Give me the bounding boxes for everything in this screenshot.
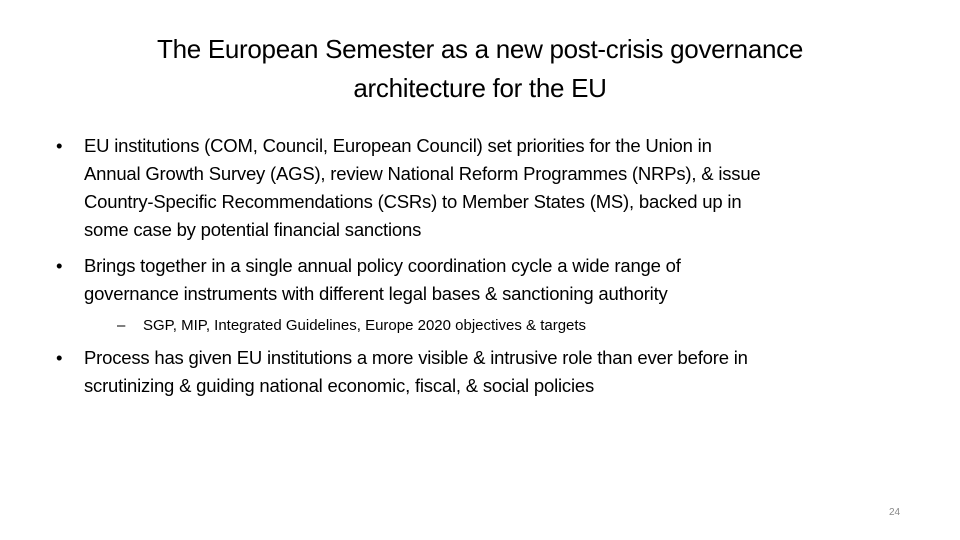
bullet-icon: • [56,347,63,368]
bullet-text-line: Annual Growth Survey (AGS), review National Reform Programmes (NRPs), & issue [84,163,761,184]
page-number: 24 [889,507,901,518]
bullet-item-eu-institutions [56,132,761,244]
bullet-text-line: EU institutions (COM, Council, European Council) set priorities for the Union in [84,135,712,156]
bullet-text-line: some case by potential financial sanctions [84,219,422,240]
sub-bullet-item-instruments [117,316,587,336]
bullet-text-line: governance instruments with different legal bases & sanctioning authority [84,283,668,304]
bullet-text-line: scrutinizing & guiding national economic, fiscal, & social policies [84,375,595,396]
bullet-icon: • [56,135,63,156]
bullet-text-line: Process has given EU institutions a more visible & intrusive role than ever before in [84,347,748,368]
sub-bullet-text: SGP, MIP, Integrated Guidelines, Europe 2020 objectives & targets [143,317,587,334]
bullet-text-line: Brings together in a single annual policy coordination cycle a wide range of [84,255,681,276]
slide-title-line: architecture for the EU [353,73,607,103]
slide-title-line: The European Semester as a new post-crisis governance [157,34,803,64]
bullet-item-brings-together [56,252,681,308]
bullet-icon: • [56,255,63,276]
bullet-item-process [56,344,748,400]
bullet-text-line: Country-Specific Recommendations (CSRs) to Member States (MS), backed up in [84,191,742,212]
dash-icon: – [117,317,126,334]
slide-title [60,30,900,108]
